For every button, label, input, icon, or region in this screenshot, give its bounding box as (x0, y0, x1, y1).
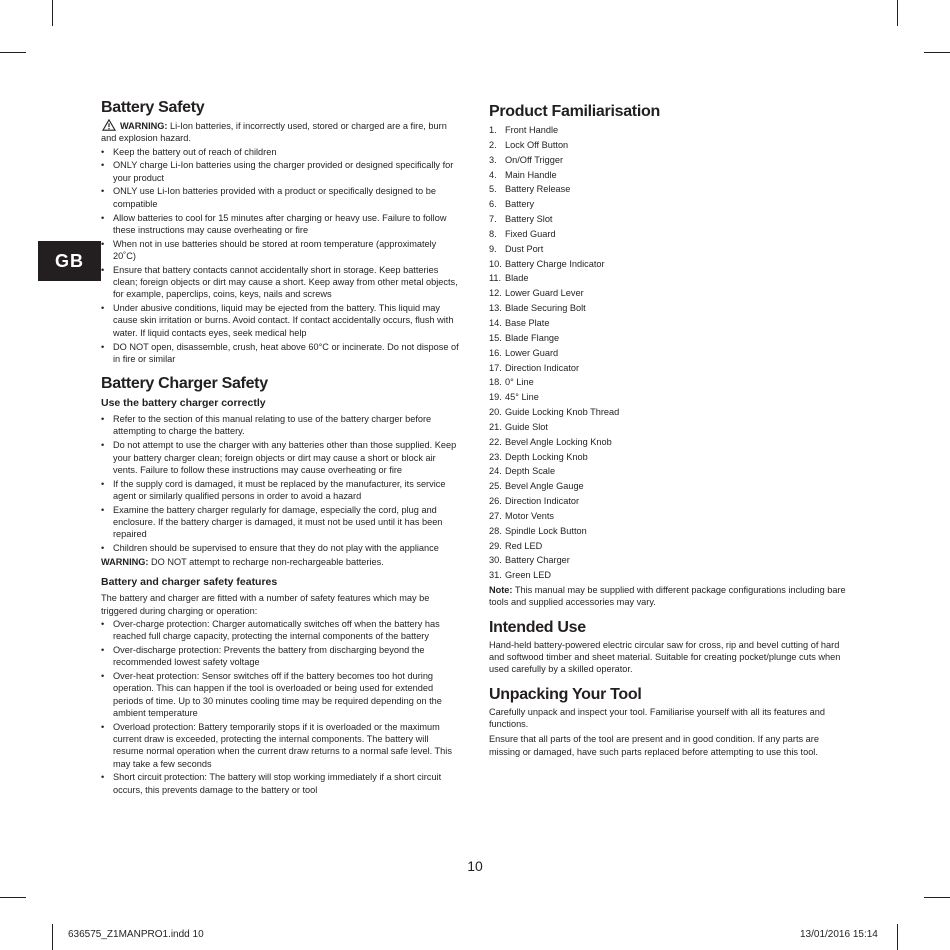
item-number: 1. (489, 125, 497, 135)
parts-list-item (489, 553, 849, 568)
parts-list-item (489, 346, 849, 361)
parts-list-item (489, 153, 849, 168)
crop-mark (924, 897, 950, 898)
item-label: On/Off Trigger (505, 154, 564, 165)
parts-list-item (489, 182, 849, 197)
item-label: Spindle Lock Button (505, 525, 587, 536)
item-label: Red LED (505, 540, 543, 551)
item-number: 30. (489, 555, 502, 566)
intended-use-text: Hand-held battery-powered electric circular saw for cross, rip and bevel cutting of hard and softwood timber and sheet material. Suitable for creating pocket/plunge cuts when used carefully by a skilled operator. (489, 639, 841, 675)
item-number: 4. (489, 169, 497, 180)
item-label: Fixed Guard (505, 228, 556, 239)
list-item: • Under abusive conditions, liquid may be ejected from the battery. This liquid may cause skin irritation or burns. Avoid contact. If contact accidentally occurs, flush with water. If liquid contacts eyes, seek medical help (101, 302, 461, 339)
item-number: 13. (489, 303, 502, 314)
item-number: 18. (489, 377, 502, 388)
item-label: Direction Indicator (505, 496, 580, 507)
parts-list-item (489, 524, 849, 539)
list-item: • Over-charge protection: Charger automatically switches off when the battery has reached full charge capacity, protecting the internal components of the battery (101, 618, 461, 643)
parts-list-item (489, 197, 849, 212)
unpacking-paragraph: Carefully unpack and inspect your tool. Familiarise yourself with all its features and functions. (489, 706, 826, 729)
parts-list-item (489, 494, 849, 509)
note-text: This manual may be supplied with different package configurations including bare tools and supplied accessories may vary. (489, 585, 846, 608)
battery-safety-list (101, 146, 461, 366)
footer-date: 13/01/2016 15:14 (800, 929, 878, 940)
parts-list-item (489, 316, 849, 331)
footer-file: 636575_Z1MANPRO1.indd 10 (68, 929, 204, 940)
item-label: Lock Off Button (505, 139, 569, 150)
language-tab: GB (38, 241, 101, 281)
item-label: Dust Port (505, 243, 544, 254)
item-label: Depth Scale (505, 466, 556, 477)
parts-list-item (489, 286, 849, 301)
item-label: Lower Guard (505, 347, 559, 358)
parts-list-item (489, 212, 849, 227)
item-label: 0° Line (505, 377, 534, 388)
warning-triangle-icon (101, 119, 117, 131)
battery-warning (101, 119, 461, 145)
item-label: Battery Release (505, 184, 571, 195)
item-label: Front Handle (505, 125, 559, 135)
item-number: 7. (489, 214, 497, 225)
package-note (489, 584, 849, 609)
list-item: • If the supply cord is damaged, it must be replaced by the manufacturer, its service agent or similarly qualified persons in order to avoid a hazard (101, 478, 461, 503)
list-item: • Ensure that battery contacts cannot accidentally short in storage. Keep batteries clean; foreign objects or dirt may cause a short. Keep away from other metal objects, for example, paperclips, coins, keys, nails and screws (101, 264, 461, 301)
warning-text: DO NOT attempt to recharge non-rechargeable batteries. (148, 556, 384, 567)
parts-list-item (489, 361, 849, 376)
parts-list-item (489, 464, 849, 479)
list-item: • ONLY charge Li-Ion batteries using the charger provided or designed specifically for your product (101, 159, 461, 184)
item-label: Guide Locking Knob Thread (505, 407, 620, 418)
item-number: 3. (489, 154, 497, 165)
item-label: Base Plate (505, 317, 550, 328)
unpacking-paragraph: Ensure that all parts of the tool are present and in good condition. If any parts are missing or damaged, have such parts replaced before attempting to use this tool. (489, 734, 819, 757)
warning-label: WARNING: (101, 556, 149, 567)
parts-list-item (489, 450, 849, 465)
list-item: • Over-discharge protection: Prevents the battery from discharging beyond the recommended lowest safety voltage (101, 644, 461, 669)
parts-list-item (489, 271, 849, 286)
item-label: Battery Charge Indicator (505, 258, 605, 269)
left-column (101, 98, 461, 797)
item-number: 2. (489, 139, 497, 150)
parts-list-item (489, 227, 849, 242)
parts-list-item (489, 301, 849, 316)
parts-list-item (489, 168, 849, 183)
safety-features-intro: The battery and charger are fitted with a number of safety features which may be triggered during charging or operation: (101, 593, 430, 616)
item-label: Bevel Angle Gauge (505, 481, 584, 492)
parts-list-item (489, 390, 849, 405)
list-item: • When not in use batteries should be stored at room temperature (approximately 20˚C) (101, 238, 461, 263)
item-number: 27. (489, 510, 502, 521)
parts-list-item (489, 242, 849, 257)
item-number: 16. (489, 347, 502, 358)
item-label: Motor Vents (505, 510, 555, 521)
parts-list-item (489, 420, 849, 435)
battery-safety-heading: Battery Safety (101, 99, 205, 116)
safety-features-heading: Battery and charger safety features (101, 576, 278, 589)
item-label: Blade Securing Bolt (505, 303, 586, 314)
parts-list-item (489, 375, 849, 390)
item-label: 45° Line (505, 392, 539, 403)
item-label: Bevel Angle Locking Knob (505, 436, 612, 447)
list-item: • Short circuit protection: The battery will stop working immediately if a short circuit occurs, this prevents damage to the battery or tool (101, 771, 461, 796)
crop-mark (0, 52, 26, 53)
crop-mark (0, 897, 26, 898)
item-number: 6. (489, 199, 497, 210)
intended-use-heading: Intended Use (489, 618, 586, 636)
list-item: • Refer to the section of this manual relating to use of the battery charger before attempting to charge the battery. (101, 413, 461, 438)
list-item: • Children should be supervised to ensure that they do not play with the appliance (101, 542, 461, 554)
parts-list-item (489, 539, 849, 554)
list-item: • ONLY use Li-Ion batteries provided with a product or specifically designed to be compatible (101, 185, 461, 210)
item-number: 29. (489, 540, 502, 551)
item-number: 25. (489, 481, 502, 492)
charger-subheading: Use the battery charger correctly (101, 397, 266, 410)
item-label: Guide Slot (505, 421, 548, 432)
parts-list (489, 123, 849, 583)
note-label: Note: (489, 585, 513, 596)
item-number: 31. (489, 570, 502, 581)
list-item: • Do not attempt to use the charger with any batteries other than those supplied. Keep your battery charger clean; foreign objects or dirt may cause a short or block air vents. Failure to follow these instructions may cause overheating or fire (101, 439, 461, 476)
item-number: 14. (489, 317, 502, 328)
item-label: Lower Guard Lever (505, 288, 584, 299)
parts-list-item (489, 331, 849, 346)
warning-label: WARNING: (120, 121, 168, 131)
item-label: Battery Charger (505, 555, 570, 566)
item-label: Blade (505, 273, 529, 284)
crop-mark (52, 0, 53, 26)
parts-list-item (489, 138, 849, 153)
item-number: 15. (489, 332, 502, 343)
parts-list-item (489, 257, 849, 272)
parts-list-item (489, 435, 849, 450)
list-item: • DO NOT open, disassemble, crush, heat above 60°C or incinerate. Do not dispose of in fire or similar (101, 341, 461, 366)
item-number: 5. (489, 184, 497, 195)
item-label: Battery Slot (505, 214, 553, 225)
list-item: • Over-heat protection: Sensor switches off if the battery becomes too hot during operation. This can happen if the tool is overloaded or being used for extended periods of time. Up to 30 minutes cooling time may be required depending on the ambient temperature (101, 670, 461, 719)
item-number: 23. (489, 451, 502, 462)
unpacking-heading: Unpacking Your Tool (489, 685, 642, 703)
item-label: Depth Locking Knob (505, 451, 588, 462)
list-item: • Keep the battery out of reach of children (101, 146, 461, 158)
item-number: 26. (489, 496, 502, 507)
item-number: 11. (489, 273, 502, 284)
item-label: Battery (505, 199, 535, 210)
crop-mark (52, 924, 53, 950)
list-item: • Allow batteries to cool for 15 minutes after charging or heavy use. Failure to follow these instructions may cause overheating or fire (101, 212, 461, 237)
item-label: Direction Indicator (505, 362, 580, 373)
charger-safety-heading: Battery Charger Safety (101, 375, 268, 393)
list-item: • Examine the battery charger regularly for damage, especially the cord, plug and enclosure. If the battery charger is damaged, it must not be used until it has been repaired (101, 504, 461, 541)
item-number: 17. (489, 362, 502, 373)
item-number: 10. (489, 258, 502, 269)
page-number: 10 (467, 858, 483, 874)
item-label: Main Handle (505, 169, 557, 180)
item-number: 24. (489, 466, 502, 477)
item-number: 19. (489, 392, 502, 403)
list-item: • Overload protection: Battery temporarily stops if it is overloaded or the maximum current draw is exceeded, protecting the internal components. The battery will resume normal operation when the current draw returns to a normal safe level. This may take a few seconds (101, 721, 461, 770)
charger-warning (101, 556, 461, 568)
safety-features-list (101, 618, 461, 796)
item-label: Blade Flange (505, 332, 560, 343)
item-number: 28. (489, 525, 502, 536)
parts-list-item (489, 509, 849, 524)
right-column (489, 102, 849, 759)
parts-list-item (489, 479, 849, 494)
product-familiarisation-heading: Product Familiarisation (489, 103, 660, 120)
warning-text: Li-Ion batteries, if incorrectly used, stored or charged are a fire, burn and explosion hazard. (101, 121, 447, 144)
item-label: Green LED (505, 570, 551, 581)
parts-list-item (489, 568, 849, 583)
item-number: 20. (489, 407, 502, 418)
parts-list-item (489, 405, 849, 420)
crop-mark (924, 52, 950, 53)
parts-list-item (489, 123, 849, 138)
item-number: 21. (489, 421, 502, 432)
item-number: 9. (489, 243, 497, 254)
item-number: 22. (489, 436, 502, 447)
charger-safety-list (101, 413, 461, 554)
item-number: 12. (489, 288, 502, 299)
crop-mark (897, 0, 898, 26)
item-number: 8. (489, 228, 497, 239)
